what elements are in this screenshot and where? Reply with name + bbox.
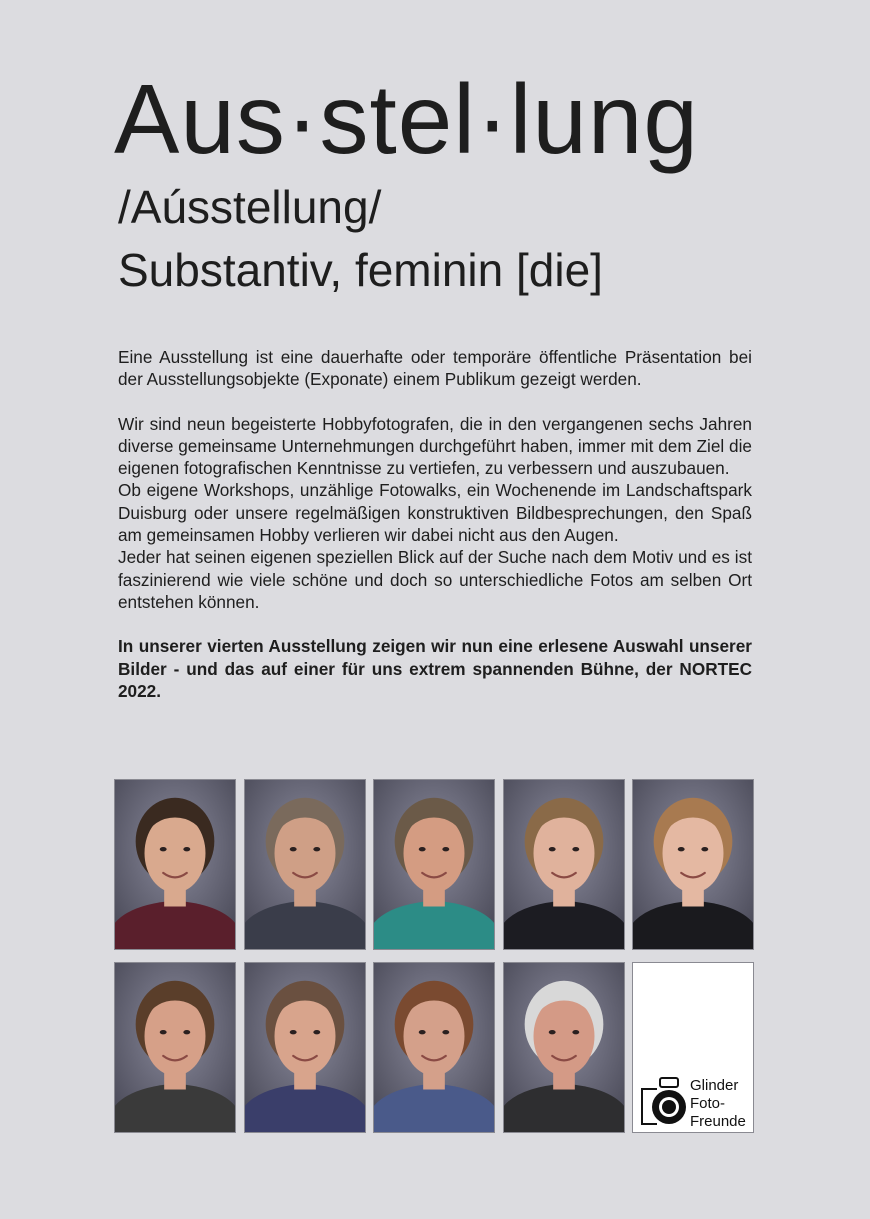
logo-wordmark	[690, 1077, 746, 1131]
portrait-photo	[632, 779, 754, 950]
pronunciation: /Aússtellung/	[118, 181, 382, 233]
portrait-photo	[244, 779, 366, 950]
logo-line-2: Foto-	[690, 1095, 726, 1112]
logo-tile	[632, 962, 754, 1133]
body-text	[118, 346, 752, 702]
portrait-photo	[503, 779, 625, 950]
portrait-photo	[503, 962, 625, 1133]
portrait-grid	[114, 779, 756, 1134]
portrait-photo	[114, 779, 236, 950]
portrait-photo	[114, 962, 236, 1133]
perspective-paragraph: Jeder hat seinen eigenen speziellen Blick auf der Suche nach dem Motiv und es ist faszinierend wie viele schöne und doch so unterschiedliche Fotos am selben Ort entstehen können.	[118, 547, 752, 612]
headword: Aus·stel·lung	[114, 64, 699, 174]
logo-line-1: Glinder	[690, 1077, 739, 1094]
intro-paragraph: Wir sind neun begeisterte Hobbyfotografen, die in den vergangenen sechs Jahren diverse gemeinsame Unternehmungen durchgeführt haben, immer mit dem Ziel die eigenen fotografischen Kenntnisse zu vertiefen, zu verbessern und auszubauen.	[118, 413, 752, 479]
activities-paragraph: Ob eigene Workshops, unzählige Fotowalks, ein Wochenende im Landschaftspark Duisburg oder unsere regelmäßigen konstruktiven Bildbesprechungen, den Spaß am gemeinsamen Hobby verlieren wir dabei nicht aus den Augen.	[118, 480, 752, 546]
camera-icon	[636, 1077, 688, 1127]
part-of-speech: Substantiv, feminin [die]	[118, 244, 603, 296]
portrait-photo	[373, 962, 495, 1133]
portrait-photo	[244, 962, 366, 1133]
portrait-photo	[373, 779, 495, 950]
logo-line-3: Freunde	[690, 1113, 746, 1130]
announcement-paragraph: In unserer vierten Ausstellung zeigen wir nun eine erlesene Auswahl unserer Bilder - und das auf einer für uns extrem spannenden Bühne, der NORTEC 2022.	[118, 636, 752, 701]
definition-paragraph: Eine Ausstellung ist eine dauerhafte oder temporäre öffentliche Präsentation bei der Ausstellungsobjekte (Exponate) einem Publikum gezeigt werden.	[118, 347, 752, 390]
